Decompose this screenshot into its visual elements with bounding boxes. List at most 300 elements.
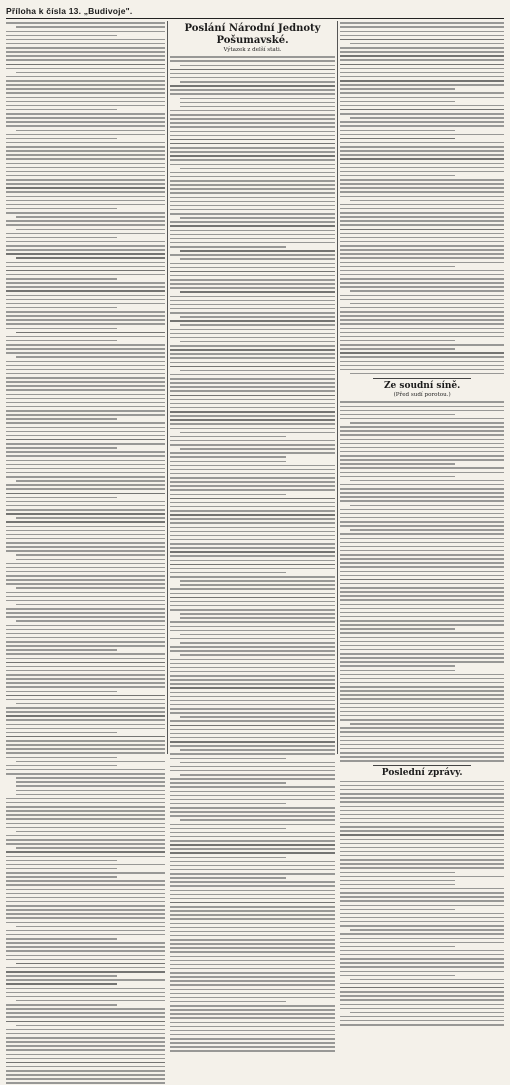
text-line xyxy=(340,496,504,497)
text-line xyxy=(6,476,165,477)
text-line xyxy=(6,31,165,32)
text-line xyxy=(6,732,117,733)
text-line xyxy=(6,1045,165,1046)
text-line xyxy=(170,1034,336,1035)
running-head: Příloha k čísla 13. „Budivoje". xyxy=(6,4,504,19)
text-line xyxy=(170,894,336,895)
text-line xyxy=(340,744,504,745)
text-line xyxy=(6,270,165,271)
text-line xyxy=(6,868,117,869)
text-line xyxy=(340,76,504,77)
text-line xyxy=(170,238,336,239)
text-line xyxy=(340,500,504,501)
text-line xyxy=(6,971,165,972)
text-line xyxy=(6,163,165,164)
text-line xyxy=(6,748,165,749)
text-line xyxy=(16,72,165,73)
text-line xyxy=(170,481,336,482)
text-line xyxy=(340,68,504,69)
text-line xyxy=(6,1008,165,1009)
text-line xyxy=(340,191,504,192)
text-line xyxy=(340,130,455,131)
text-line xyxy=(170,605,336,606)
text-line xyxy=(350,723,504,724)
text-line xyxy=(6,806,165,807)
text-line xyxy=(340,476,455,477)
text-line xyxy=(170,650,336,651)
text-line xyxy=(340,719,504,720)
text-line xyxy=(340,533,504,534)
text-line xyxy=(6,282,165,283)
text-line xyxy=(170,415,336,416)
text-line xyxy=(170,646,336,647)
column-left xyxy=(6,21,165,754)
columns xyxy=(6,21,504,779)
text-line xyxy=(350,303,504,304)
text-line xyxy=(170,576,336,577)
text-line xyxy=(170,659,336,660)
text-line xyxy=(6,233,165,234)
text-line xyxy=(170,547,336,548)
text-line xyxy=(170,560,336,561)
text-line xyxy=(170,230,336,231)
text-line xyxy=(340,946,455,947)
text-line xyxy=(340,138,455,139)
text-line xyxy=(170,626,336,627)
text-line xyxy=(6,398,165,399)
text-line xyxy=(180,106,336,107)
text-line xyxy=(340,463,455,464)
text-line xyxy=(170,407,336,408)
text-line xyxy=(6,637,165,638)
text-line xyxy=(170,555,336,556)
text-line xyxy=(340,999,504,1000)
text-line xyxy=(170,588,336,589)
text-line xyxy=(340,212,504,213)
text-line xyxy=(340,142,504,143)
text-line xyxy=(340,348,455,349)
text-line xyxy=(170,502,336,503)
text-line xyxy=(6,224,165,225)
text-line xyxy=(170,287,336,288)
text-line xyxy=(6,1012,165,1013)
text-line xyxy=(16,554,165,555)
text-line xyxy=(180,819,336,820)
text-line xyxy=(340,933,504,934)
text-line xyxy=(6,431,165,432)
text-line xyxy=(180,432,336,433)
text-line xyxy=(6,674,165,675)
text-line xyxy=(170,399,336,400)
text-line xyxy=(6,810,165,811)
text-line xyxy=(340,921,504,922)
text-line xyxy=(6,757,117,758)
text-line xyxy=(170,828,286,829)
text-line xyxy=(340,938,504,939)
text-line xyxy=(170,786,336,787)
text-line xyxy=(6,464,165,465)
text-line xyxy=(170,225,336,226)
text-line xyxy=(6,497,117,498)
text-line xyxy=(6,526,165,527)
text-line xyxy=(340,632,504,633)
text-line xyxy=(340,736,504,737)
text-line xyxy=(16,794,165,795)
text-line xyxy=(6,51,165,52)
text-line xyxy=(6,736,165,737)
text-line xyxy=(6,538,165,539)
text-line xyxy=(6,212,165,213)
text-line xyxy=(180,291,336,292)
text-line xyxy=(340,163,504,164)
text-line xyxy=(170,815,336,816)
text-line xyxy=(6,402,165,403)
text-line xyxy=(350,422,504,423)
text-line xyxy=(340,352,504,353)
text-line xyxy=(170,543,336,544)
text-line xyxy=(16,963,165,964)
text-line xyxy=(170,890,336,891)
text-line xyxy=(170,275,336,276)
text-line xyxy=(6,299,165,300)
text-line xyxy=(340,909,455,910)
text-line xyxy=(180,654,336,655)
text-line xyxy=(340,694,504,695)
text-line xyxy=(170,984,336,985)
text-line xyxy=(180,217,336,218)
text-line xyxy=(6,1078,165,1079)
text-line xyxy=(170,836,336,837)
text-line xyxy=(340,315,504,316)
text-line xyxy=(340,344,504,345)
text-line xyxy=(170,1042,336,1043)
court-section-subtitle: (Před sudí porotou.) xyxy=(393,392,451,399)
text-line xyxy=(6,773,165,774)
text-line xyxy=(340,839,504,840)
text-line xyxy=(6,645,165,646)
text-line xyxy=(340,410,504,411)
text-line xyxy=(170,1030,336,1031)
text-line xyxy=(340,295,504,296)
text-line xyxy=(170,906,336,907)
text-line xyxy=(340,925,504,926)
text-line xyxy=(340,645,504,646)
text-line xyxy=(180,324,336,325)
text-line xyxy=(6,220,165,221)
text-line xyxy=(6,823,165,824)
text-line xyxy=(6,319,165,320)
text-line xyxy=(340,84,504,85)
text-line xyxy=(6,484,165,485)
text-line xyxy=(170,147,336,148)
text-line xyxy=(6,113,165,114)
text-line xyxy=(170,510,336,511)
text-line xyxy=(340,208,504,209)
text-line xyxy=(6,649,117,650)
text-line xyxy=(180,98,336,99)
text-line xyxy=(6,167,165,168)
text-line xyxy=(180,642,336,643)
text-line xyxy=(6,488,165,489)
text-line xyxy=(6,905,165,906)
text-line xyxy=(16,1025,165,1026)
text-line xyxy=(170,374,336,375)
text-line xyxy=(6,196,165,197)
text-line xyxy=(170,704,336,705)
text-line xyxy=(170,807,336,808)
text-line xyxy=(340,447,504,448)
text-line xyxy=(340,439,504,440)
text-line xyxy=(6,311,165,312)
text-line xyxy=(340,179,504,180)
text-line xyxy=(340,521,504,522)
text-line xyxy=(340,484,504,485)
text-line xyxy=(340,113,504,114)
text-line xyxy=(170,126,336,127)
text-line xyxy=(6,856,165,857)
text-line xyxy=(6,662,165,663)
text-line xyxy=(170,939,336,940)
text-line xyxy=(340,109,504,110)
text-line xyxy=(180,448,336,449)
column-rule xyxy=(167,21,168,754)
text-line xyxy=(6,418,117,419)
text-line xyxy=(170,378,336,379)
text-line xyxy=(170,758,286,759)
text-line xyxy=(6,340,117,341)
text-line xyxy=(6,1062,165,1063)
text-line xyxy=(340,554,504,555)
text-line xyxy=(6,245,165,246)
text-line xyxy=(180,634,336,635)
text-line xyxy=(170,708,336,709)
text-line xyxy=(6,1070,165,1071)
text-line xyxy=(340,665,455,666)
text-line xyxy=(6,389,165,390)
text-line xyxy=(340,455,504,456)
text-line xyxy=(6,950,165,951)
text-line xyxy=(340,125,504,126)
text-line xyxy=(170,857,286,858)
text-line xyxy=(340,237,504,238)
text-line xyxy=(6,352,165,353)
text-line xyxy=(6,1033,165,1034)
text-line xyxy=(340,624,504,625)
text-line xyxy=(6,575,165,576)
text-line xyxy=(6,1054,165,1055)
text-line xyxy=(6,88,165,89)
section-divider xyxy=(373,378,471,379)
text-line xyxy=(170,382,336,383)
text-line xyxy=(6,410,165,411)
text-line xyxy=(6,101,165,102)
text-line xyxy=(6,740,165,741)
text-line xyxy=(6,728,165,729)
text-line xyxy=(170,667,336,668)
text-line xyxy=(180,316,336,317)
text-line xyxy=(180,168,336,169)
text-line xyxy=(170,1009,336,1010)
text-line xyxy=(6,876,117,877)
text-line xyxy=(350,529,504,530)
text-line xyxy=(170,720,336,721)
text-line xyxy=(6,616,165,617)
text-line xyxy=(16,604,165,605)
text-line xyxy=(6,266,165,267)
text-line xyxy=(350,979,504,980)
text-line xyxy=(170,329,336,330)
text-line xyxy=(6,880,165,881)
text-line xyxy=(340,546,504,547)
section-divider xyxy=(373,765,471,766)
text-line xyxy=(6,249,165,250)
text-line xyxy=(340,88,455,89)
text-line xyxy=(6,117,165,118)
text-line xyxy=(170,968,336,969)
text-line xyxy=(170,85,336,86)
text-line xyxy=(340,604,504,605)
text-line xyxy=(16,229,165,230)
text-line xyxy=(170,345,336,346)
text-line xyxy=(340,72,504,73)
text-line xyxy=(6,521,165,522)
text-line xyxy=(340,942,504,943)
text-line xyxy=(170,943,336,944)
text-line xyxy=(170,1005,336,1006)
text-line xyxy=(170,696,336,697)
text-line xyxy=(6,629,165,630)
text-line xyxy=(340,851,504,852)
text-line xyxy=(170,865,336,866)
text-line xyxy=(340,92,504,93)
text-line xyxy=(6,596,165,597)
column-right xyxy=(340,21,504,779)
news-section-title: Poslední zprávy. xyxy=(381,768,463,779)
text-line xyxy=(170,263,336,264)
text-line xyxy=(340,1016,504,1017)
text-line xyxy=(6,571,165,572)
text-line xyxy=(340,459,504,460)
text-line xyxy=(170,201,336,202)
text-line xyxy=(170,741,336,742)
text-line xyxy=(340,855,504,856)
text-line xyxy=(170,403,336,404)
text-line xyxy=(340,905,504,906)
text-line xyxy=(6,377,165,378)
text-line xyxy=(170,56,336,57)
text-line xyxy=(6,422,165,423)
text-line xyxy=(6,59,165,60)
text-line xyxy=(6,303,165,304)
text-line xyxy=(6,1021,165,1022)
text-line xyxy=(340,154,504,155)
text-line xyxy=(6,435,165,436)
text-line xyxy=(6,183,165,184)
text-line xyxy=(170,172,336,173)
text-line xyxy=(170,89,336,90)
text-line xyxy=(340,987,504,988)
text-line xyxy=(340,1004,504,1005)
text-line xyxy=(340,995,504,996)
text-line xyxy=(6,439,165,440)
text-line xyxy=(340,682,504,683)
text-line xyxy=(6,942,165,943)
text-line xyxy=(16,216,165,217)
text-line xyxy=(340,641,504,642)
text-line xyxy=(6,670,165,671)
text-line xyxy=(340,801,504,802)
text-line xyxy=(170,246,286,247)
text-line xyxy=(6,534,165,535)
text-line xyxy=(6,839,165,840)
text-line xyxy=(6,802,165,803)
text-line xyxy=(6,369,165,370)
text-line xyxy=(6,138,117,139)
text-line xyxy=(170,609,336,610)
text-line xyxy=(6,344,165,345)
text-line xyxy=(170,69,336,70)
text-line xyxy=(340,628,455,629)
text-line xyxy=(340,707,504,708)
text-line xyxy=(6,600,165,601)
text-line xyxy=(170,122,336,123)
text-line xyxy=(340,517,504,518)
text-line xyxy=(340,134,504,135)
text-line xyxy=(340,26,504,27)
text-line xyxy=(6,1041,165,1042)
text-line xyxy=(340,414,455,415)
text-block xyxy=(340,21,504,376)
text-line xyxy=(170,349,336,350)
text-line xyxy=(6,262,165,263)
text-line xyxy=(340,608,504,609)
text-line xyxy=(6,917,165,918)
text-line xyxy=(340,892,504,893)
text-line xyxy=(16,926,165,927)
text-line xyxy=(170,461,286,462)
text-line xyxy=(6,633,165,634)
text-line xyxy=(6,1082,165,1083)
text-line xyxy=(16,847,165,848)
text-block xyxy=(6,21,165,1085)
text-line xyxy=(6,427,165,428)
text-line xyxy=(170,366,336,367)
text-line xyxy=(6,975,117,976)
text-line xyxy=(170,733,336,734)
text-line xyxy=(6,134,165,135)
text-line xyxy=(6,612,165,613)
text-line xyxy=(340,880,455,881)
text-line xyxy=(340,171,504,172)
text-line xyxy=(180,613,336,614)
text-line xyxy=(340,311,504,312)
text-line xyxy=(340,620,504,621)
text-line xyxy=(170,885,336,886)
text-line xyxy=(6,641,165,642)
text-line xyxy=(340,888,504,889)
text-line xyxy=(170,997,336,998)
text-line xyxy=(340,834,504,835)
text-line xyxy=(170,745,336,746)
text-line xyxy=(340,121,504,122)
text-line xyxy=(170,675,336,676)
article-title: Poslání Národní Jednoty Pošumavské. xyxy=(184,23,321,46)
text-line xyxy=(340,843,504,844)
text-line xyxy=(6,274,165,275)
text-line xyxy=(6,827,165,828)
text-line xyxy=(6,996,165,997)
text-line xyxy=(340,876,504,877)
